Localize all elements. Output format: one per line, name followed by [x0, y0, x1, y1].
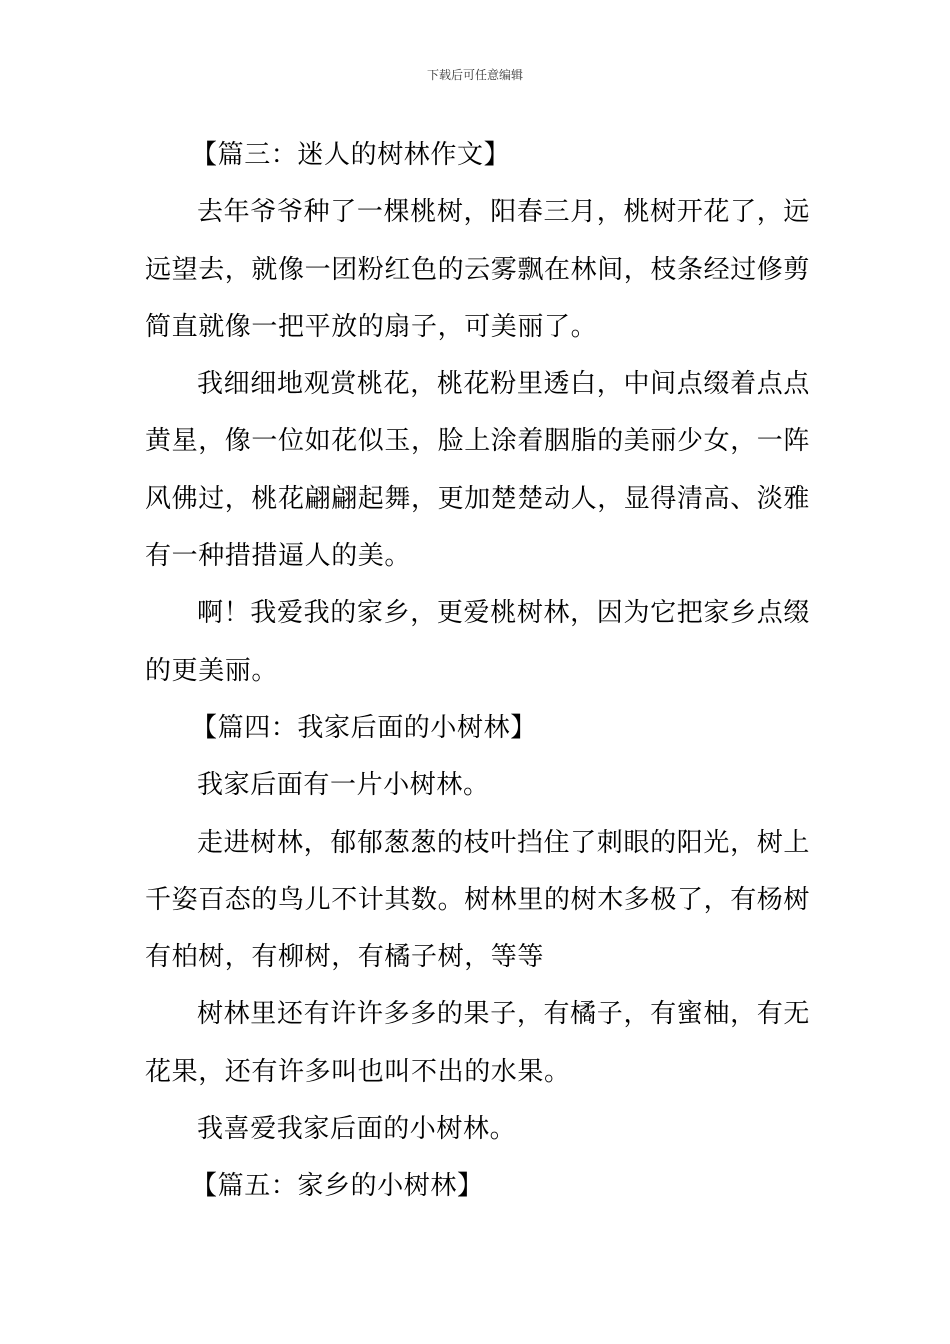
paragraph: 去年爷爷种了一棵桃树，阳春三月，桃树开花了，远远望去，就像一团粉红色的云雾飘在林间，枝条经过修剪简直就像一把平放的扇子，可美丽了。 [145, 197, 811, 342]
paragraph: 啊！我爱我的家乡，更爱桃树林，因为它把家乡点缀的更美丽。 [145, 598, 810, 686]
section-heading-3: 【篇三：迷人的树林作文】 [191, 140, 511, 170]
paragraph: 我家后面有一片小树林。 [197, 770, 490, 801]
paragraph: 走进树林，郁郁葱葱的枝叶挡住了刺眼的阳光，树上千姿百态的鸟儿不计其数。树林里的树木多极了，有杨树有柏树，有柳树，有橘子树，等等 [145, 827, 811, 973]
paragraph: 我细细地观赏桃花，桃花粉里透白，中间点缀着点点黄星，像一位如花似玉，脸上涂着胭脂的美丽少女，一阵风佛过，桃花翩翩起舞，更加楚楚动人，显得清高、淡雅有一种措措逼人的美。 [145, 369, 811, 572]
page-header: 下载后可任意编辑 [426, 68, 523, 82]
section-heading-5: 【篇五：家乡的小树林】 [191, 1171, 484, 1202]
section-heading-4: 【篇四：我家后面的小树林】 [191, 712, 537, 743]
document-body [145, 127, 810, 1216]
paragraph: 树林里还有许许多多的果子，有橘子，有蜜柚，有无花果，还有许多叫也叫不出的水果。 [145, 999, 810, 1087]
paragraph: 我喜爱我家后面的小树林。 [197, 1114, 517, 1145]
